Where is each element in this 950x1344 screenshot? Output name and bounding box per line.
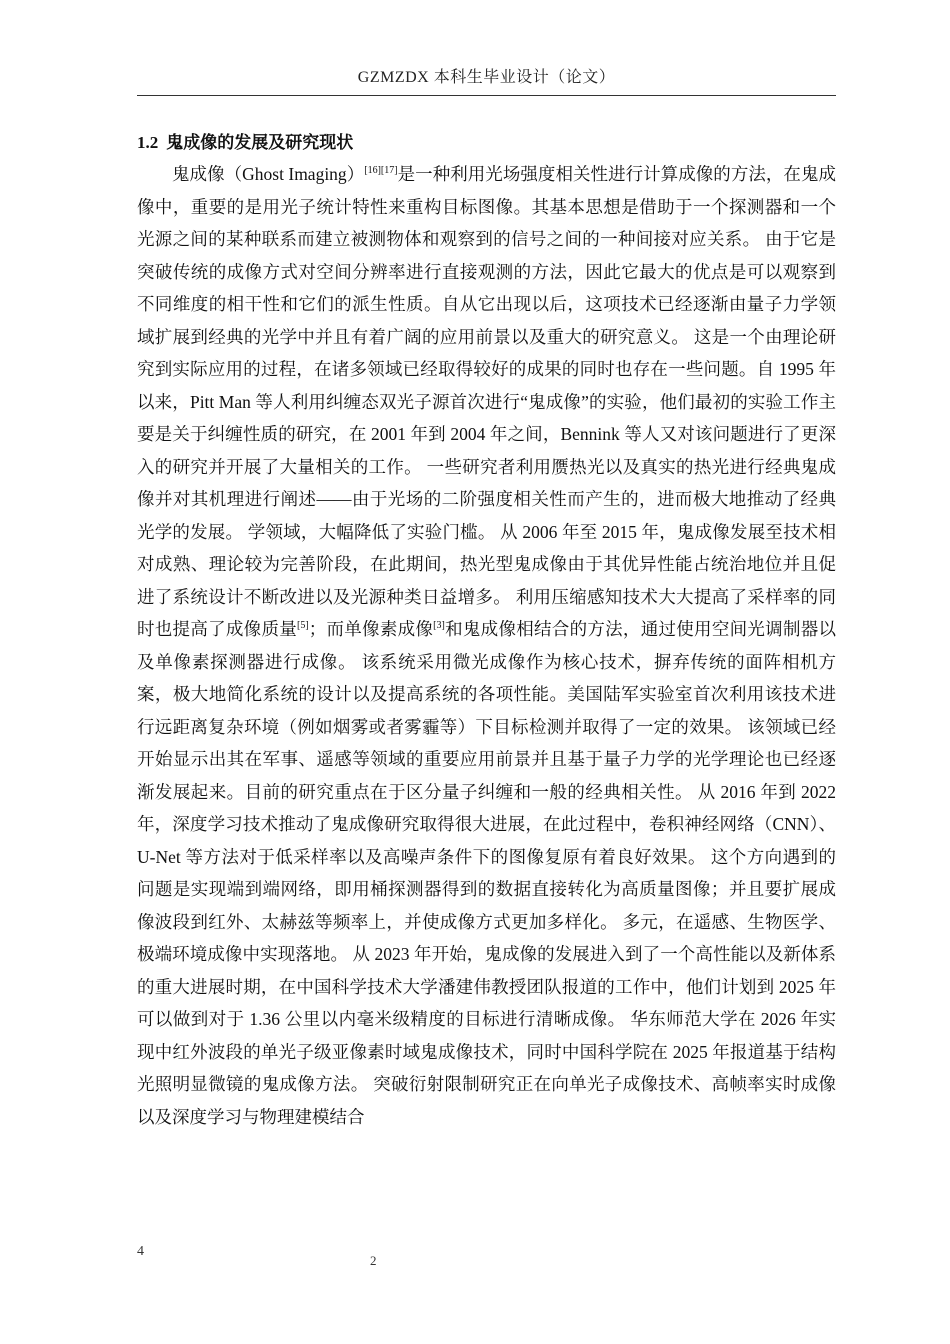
citation: [3] xyxy=(433,620,445,631)
section-heading xyxy=(137,128,353,153)
page-number-center: 2 xyxy=(370,1253,377,1268)
text-segment-3: ；而单像素成像 xyxy=(308,619,434,639)
citation: [5] xyxy=(297,620,309,631)
body-paragraph xyxy=(137,158,836,1133)
page-number-left: 4 xyxy=(137,1244,144,1259)
section-title: 鬼成像的发展及研究现状 xyxy=(166,133,354,153)
page-header: GZMZDX 本科生毕业设计（论文） xyxy=(357,69,616,86)
header-rule xyxy=(137,95,836,96)
citation: [16][17] xyxy=(364,165,398,176)
section-number: 1.2 xyxy=(137,133,159,152)
text-segment-1: 鬼成像（Ghost Imaging） xyxy=(172,164,365,184)
text-segment-4: 和鬼成像相结合的方法，通过使用空间光调制器以及单像素探测器进行成像。 该系统采用微光成像作为核心技术，摒弃传统的面阵相机方案，极大地简化系统的设计以及提高系统的各项性能。美国陆军实验室首次利用该技术进行远距离复杂环境（例如烟雾或者雾霾等）下目标检测并取得了一定的效果。 该领域已经开始显示出其在军事、遥感等领域的重要应用前景并且基于量子力学的光学理论也已经逐渐发展起来。目前的研究重点在于区分量子纠缠和一般的经典相关性。 从 2016 年到 2022 年，深度学习技术推动了鬼成像研究取得很大进展，在此过程中，卷积神经网络（CNN）、U-Net 等方法对于低采样率以及高噪声条件下的图像复原有着良好效果。 这个方向遇到的问题是实现端到端网络，即用桶探测器得到的数据直接转化为高质量图像；并且要扩展成像波段到红外、太赫兹等频率上，并使成像方式更加多样化。 多元，在遥感、生物医学、极端环境成像中实现落地。 从 2023 年开始，鬼成像的发展进入到了一个高性能以及新体系的重大进展时期，在中国科学技术大学潘建伟教授团队报道的工作中，他们计划到 2025 年可以做到对于 1.36 公里以内毫米级精度的目标进行清晰成像。 华东师范大学在 2026 年实现中红外波段的单光子级亚像素时域鬼成像技术，同时中国科学院在 2025 年报道基于结构光照明显微镜的鬼成像方法。 突破衍射限制研究正在向单光子成像技术、高帧率实时成像以及深度学习与物理建模结合 xyxy=(137,619,837,1127)
text-segment-2: 是一种利用光场强度相关性进行计算成像的方法，在鬼成像中，重要的是用光子统计特性来重构目标图像。其基本思想是借助于一个探测器和一个光源之间的某种联系而建立被测物体和观察到的信号之间的一种间接对应关系。 由于它是突破传统的成像方式对空间分辨率进行直接观测的方法，因此它最大的优点是可以观察到不同维度的相干性和它们的派生性质。自从它出现以后，这项技术已经逐渐由量子力学领域扩展到经典的光学中并且有着广阔的应用前景以及重大的研究意义。 这是一个由理论研究到实际应用的过程，在诸多领域已经取得较好的成果的同时也存在一些问题。自 1995 年以来，Pitt Man 等人利用纠缠态双光子源首次进行“鬼成像”的实验，他们最初的实验工作主要是关于纠缠性质的研究，在 2001 年到 2004 年之间，Bennink 等人又对该问题进行了更深入的研究并开展了大量相关的工作。 一些研究者利用赝热光以及真实的热光进行经典鬼成像并对其机理进行阐述——由于光场的二阶强度相关性而产生的，进而极大地推动了经典光学的发展。 学领域，大幅降低了实验门槛。 从 2006 年至 2015 年，鬼成像发展至技术相对成熟、理论较为完善阶段，在此期间，热光型鬼成像由于其优异性能占统治地位并且促进了系统设计不断改进以及光源种类日益增多。 利用压缩感知技术大大提高了采样率的同时也提高了成像质量 xyxy=(137,164,836,639)
